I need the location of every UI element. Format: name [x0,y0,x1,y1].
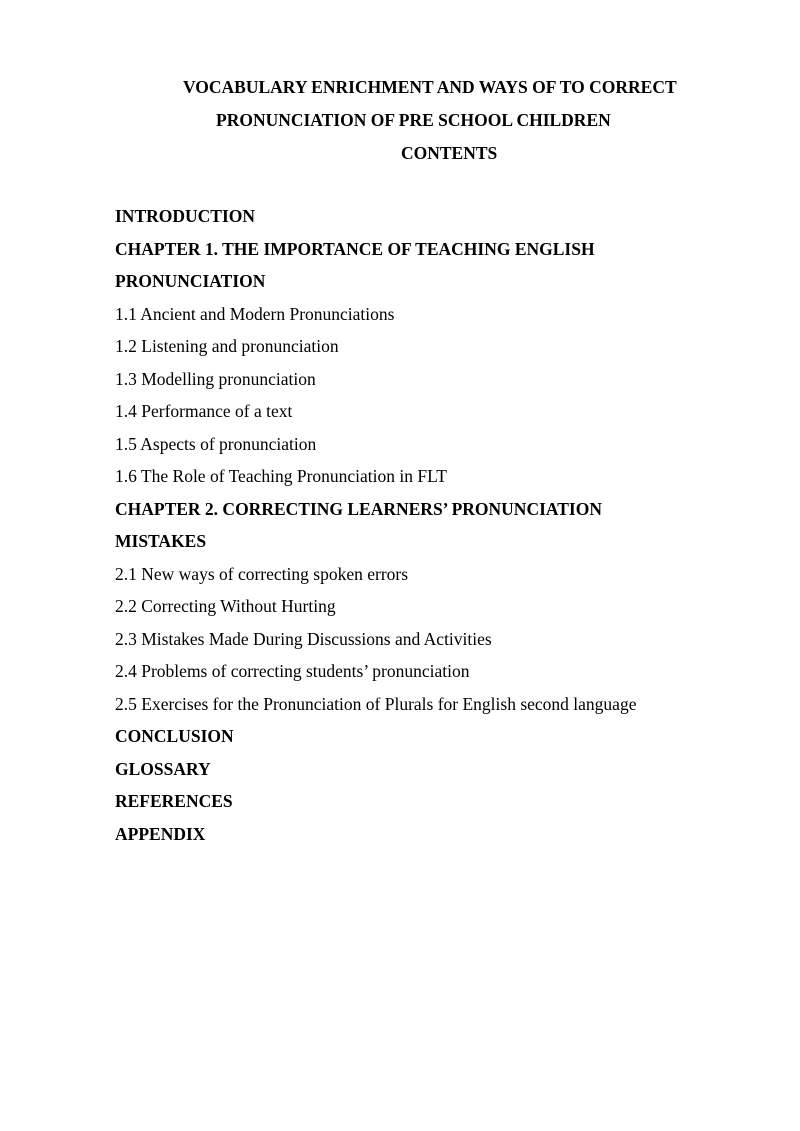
table-of-contents [115,205,775,855]
contents-heading: CONTENTS [401,143,498,163]
toc-entry-chapter-2-continued: MISTAKES [115,531,207,551]
toc-entry-1-1: 1.1 Ancient and Modern Pronunciations [115,303,395,324]
toc-entry-2-2: 2.2 Correcting Without Hurting [115,596,336,616]
toc-entry-1-2: 1.2 Listening and pronunciation [115,336,339,356]
toc-entry-1-3: 1.3 Modelling pronunciation [115,368,316,389]
toc-entry-1-6: 1.6 The Role of Teaching Pronunciation in FLT [115,466,447,486]
toc-entry-2-1: 2.1 New ways of correcting spoken errors [115,563,409,584]
toc-entry-2-4: 2.4 Problems of correcting students’ pronunciation [115,661,470,681]
toc-entry-chapter-1-continued: PRONUNCIATION [115,271,266,291]
toc-entry-conclusion: CONCLUSION [115,726,234,746]
toc-entry-1-4: 1.4 Performance of a text [115,401,293,421]
document-title-line-1: VOCABULARY ENRICHMENT AND WAYS OF TO CORRECT [183,77,677,97]
toc-entry-2-5: 2.5 Exercises for the Pronunciation of Plurals for English second language [115,693,637,714]
toc-entry-appendix: APPENDIX [115,823,206,844]
toc-entry-chapter-2: CHAPTER 2. CORRECTING LEARNERS’ PRONUNCIATION [115,498,602,519]
toc-entry-1-5: 1.5 Aspects of pronunciation [115,433,317,454]
toc-entry-introduction: INTRODUCTION [115,206,256,226]
toc-entry-references: REFERENCES [115,791,233,811]
toc-entry-glossary: GLOSSARY [115,758,211,779]
toc-entry-2-3: 2.3 Mistakes Made During Discussions and Activities [115,628,492,649]
document-title-line-2: PRONUNCIATION OF PRE SCHOOL CHILDREN [216,110,611,130]
toc-entry-chapter-1: CHAPTER 1. THE IMPORTANCE OF TEACHING ENGLISH [115,238,595,259]
